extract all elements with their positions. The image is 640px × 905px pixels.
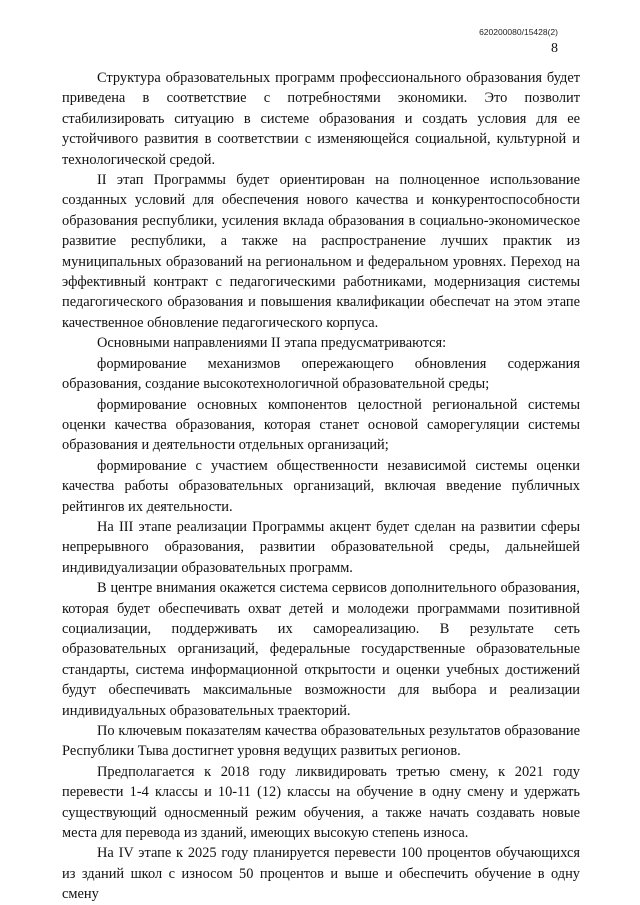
document-code: 620200080/15428(2) — [479, 27, 558, 37]
paragraph: На IV этапе к 2025 году планируется перевести 100 процентов обучающихся из зданий школ с износом 50 процентов и выше и обеспечить обучение в одну смену — [62, 845, 580, 903]
paragraph: Предполагается к 2018 году ликвидировать третью смену, к 2021 году перевести 1-4 классы и 10-11 (12) классы на обучение в одну смену и удержать существующий односменный режим обучения, а также начать создавать новые места для перевода из зданий, имеющих высокую степень износа. — [62, 763, 580, 842]
paragraph: II этап Программы будет ориентирован на полноценное использование созданных условий для обеспечения нового качества и конкурентоспособности образования республики, усиления вклада образования в социально-экономическое развитие республики, а также на распространение лучших практик из муниципальных образований на региональном и федеральном уровнях. Переход на эффективный контракт с педагогическими работниками, модернизация системы педагогического образования и повышения квалификации обеспечат на этом этапе качественное обновление педагогического корпуса. — [62, 172, 580, 331]
document-body — [62, 68, 580, 905]
paragraph: Основными направлениями II этапа предусматриваются: — [97, 335, 447, 352]
list-item: формирование с участием общественности независимой системы оценки качества работы образовательных организаций, включая введение публичных рейтингов их деятельности. — [62, 457, 580, 515]
page-number: 8 — [551, 41, 558, 56]
list-item: формирование основных компонентов целостной региональной системы оценки качества образования, которая станет основой саморегуляции системы образования и деятельности отдельных организаций; — [62, 396, 580, 454]
paragraph: Структура образовательных программ профессионального образования будет приведена в соответствие с потребностями экономики. Это позволит стабилизировать ситуацию в системе образования и создать условия для ее устойчивого развития в соответствии с изменяющейся социальной, культурной и технологической средой. — [62, 70, 580, 168]
paragraph: В центре внимания окажется система сервисов дополнительного образования, которая будет обеспечивать охват детей и молодежи программами позитивной социализации, поддерживать их самореализацию. В результате сеть образовательных организаций, федеральные государственные образовательные стандарты, система информационной открытости и оценки учебных достижений будут обеспечивать максимальные возможности для выбора и реализации индивидуальных образовательных траекторий. — [62, 580, 580, 719]
list-item: формирование механизмов опережающего обновления содержания образования, создание высокотехнологичной образовательной среды; — [62, 355, 580, 393]
paragraph: По ключевым показателям качества образовательных результатов образование Республики Тыва достигнет уровня ведущих развитых регионов. — [62, 723, 580, 760]
paragraph: На III этапе реализации Программы акцент будет сделан на развитии сферы непрерывного образования, развитии образовательной среды, дальнейшей индивидуализации образовательных программ. — [62, 518, 580, 576]
